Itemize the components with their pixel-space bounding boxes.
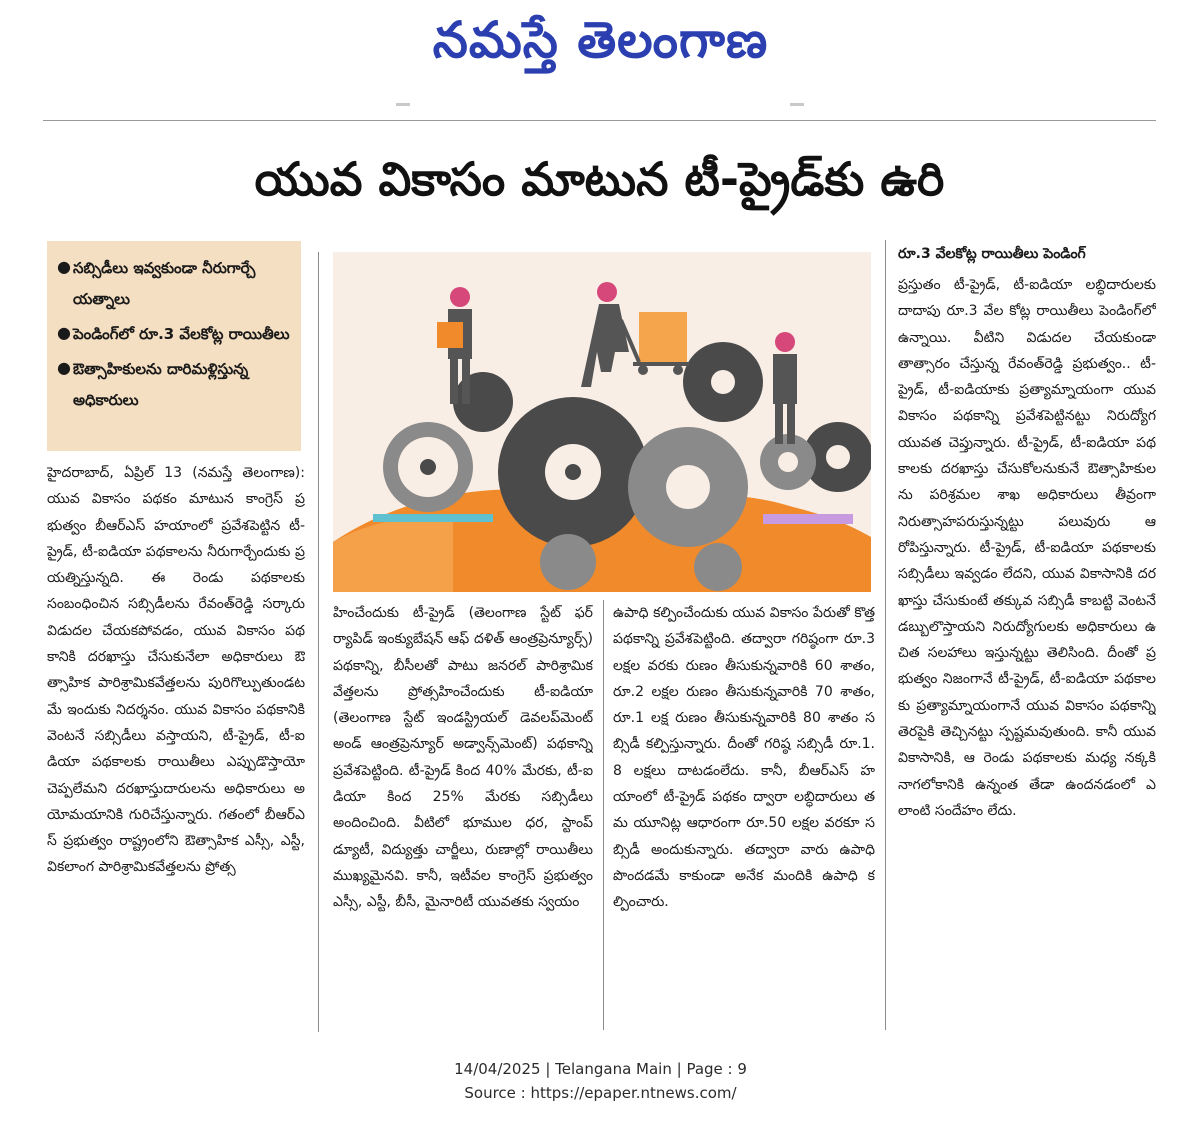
masthead-title: నమస్తే తెలంగాణ: [432, 11, 769, 69]
column-rule: [603, 600, 604, 1030]
footer-source-line: Source : https://epaper.ntnews.com/: [464, 1084, 737, 1102]
article-headline: యువ వికాసం మాటున టీ-ప్రైడ్‌కు ఉరి: [254, 152, 945, 206]
highlight-text: ఔత్సాహికులను దారిమళ్లిస్తున్న అధికారులు: [73, 360, 249, 409]
footer-date-line: 14/04/2025 | Telangana Main | Page : 9: [454, 1060, 747, 1078]
highlight-text: సబ్సిడీలు ఇవ్వకుండా నీరుగార్చే యత్నాలు: [73, 259, 256, 308]
article-column-3: ఉపాధి కల్పించేందుకు యువ వికాసం పేరుతో కొత్త పథకాన్ని ప్రవేశపెట్టింది. తద్వారా గరిష్ఠంగా రూ.3 లక్షల వరకు రుణం తీసుకున్నవారికి 60 శాతం, రూ.2 లక్షల రుణం తీసుకున్నవారికి 70 శాతం, రూ.1 లక్ష రుణం తీసుకున్నవారికి 80 శాతం సబ్సిడీ కల్పిస్తున్నారు. దీంతో గరిష్ఠ సబ్సిడీ రూ.1.8 లక్షలు దాటడంలేదు. కానీ, బీఆర్‌ఎస్ హయాంలో టీ-ప్రైడ్ పథకం ద్వారా లబ్ధిదారులు తమ యూనిట్ల ఆధారంగా రూ.50 లక్షల వరకూ సబ్సిడీ అందుకున్నారు. తద్వారా వారు ఉపాధి పొందడమే కాకుండా అనేక మందికి ఉపాధి కల్పించారు.: [613, 605, 875, 911]
gears-workers-illustration: [333, 252, 871, 592]
article-column-4: ప్రస్తుతం టీ-ప్రైడ్, టీ-ఐడియా లబ్ధిదారులకు దాదాపు రూ.3 వేల కోట్ల రాయితీలు పెండింగ్‌లో ఉన్నాయి. వీటిని విడుదల చేయకుండా తాత్సారం చేస్తున్న రేవంత్‌రెడ్డి ప్రభుత్వం.. టీ-ప్రైడ్, టీ-ఐడియాకు ప్రత్యామ్నాయంగా యువ వికాసం పథకాన్ని ప్రవేశపెట్టినట్టు నిరుద్యోగ యువత చెప్తున్నారు. టీ-ప్రైడ్, టీ-ఐడియా పథకాలకు దరఖాస్తు చేసుకోలనుకునే ఔత్సాహికులను పరిశ్రమల శాఖ అధికారులు తీవ్రంగా నిరుత్సాహపరుస్తున్నట్టు పలువురు ఆరోపిస్తున్నారు. టీ-ప్రైడ్, టీ-ఐడియా పథకాలకు సబ్సిడీలు ఇవ్వడం లేదని, యువ వికాసానికి దరఖాస్తు చేసుకుంటే తక్కువ సబ్సిడీ కాబట్టి వెంటనే డబ్బులొస్తాయని నిరుద్యోగులకు అధికారులు ఉచిత సలహాలు ఇస్తున్నట్టు తెలిసింది. దీంతో ప్రభుత్వం నిజంగానే టీ-ప్రైడ్, టీ-ఐడియా పథకాలకు ప్రత్యామ్నాయంగానే యువ వికాసం పథకాన్ని తెరపైకి తెచ్చినట్టు స్పష్టమవుతుంది. కానీ యువ వికాసానికి, ఆ రెండు పథకాలకు మధ్య నక్కకి నాగలోకానికి ఉన్నంత తేడా ఉందనడంలో ఎలాంటి సందేహం లేదు.: [898, 277, 1156, 819]
highlight-text: పెండింగ్‌లో రూ.3 వేలకోట్ల రాయితీలు: [73, 325, 290, 343]
column-rule: [318, 252, 319, 1032]
article-column-2: హించేందుకు టీ-ప్రైడ్ (తెలంగాణ స్టేట్ ఫర్ ర్యాపిడ్ ఇంక్యుబేషన్ ఆఫ్ దళిత్ ఆంత్రప్రెన్యూర్స్) పథకాన్ని, బీసీలతో పాటు జనరల్ పారిశ్రామిక వేత్తలను ప్రోత్సహించేందుకు టీ-ఐడియా (తెలంగాణ స్టేట్ ఇండస్ట్రియల్ డెవలప్‌మెంట్ అండ్ ఆంత్రప్రెన్యూర్ అడ్వాన్స్‌మెంట్) పథకాన్ని ప్రవేశపెట్టింది. టీ-ప్రైడ్ కింద 40% మేరకు, టీ-ఐడియా కింద 25% మేరకు సబ్సిడీలు అందించింది. వీటిలో భూముల ధర, స్టాంప్ డ్యూటీ, విద్యుత్తు చార్జీలు, రుణాల్లో రాయితీలు ముఖ్యమైనవి. కానీ, ఇటీవల కాంగ్రెస్ ప్రభుత్వం ఎస్సీ, ఎస్టీ, బీసీ, మైనారిటీ యువతకు స్వయం: [333, 605, 593, 911]
masthead-rule: [43, 120, 1156, 121]
highlight-item: [55, 354, 295, 416]
article-column-1: హైదరాబాద్, ఏప్రిల్ 13 (నమస్తే తెలంగాణ): యువ వికాసం పథకం మాటున కాంగ్రెస్ ప్రభుత్వం బీఆర్‌ఎస్ హయాంలో ప్రవేశపెట్టిన టీ-ప్రైడ్, టీ-ఐడియా పథకాలను నీరుగార్చేందుకు ప్రయత్నిస్తున్నది. ఈ రెండు పథకాలకు సంబంధించిన సబ్సిడీలను రేవంత్‌రెడ్డి సర్కారు విడుదల చేయకపోవడం, యువ వికాసం పథకానికి దరఖాస్తు చేసుకునేలా అధికారులు ఔత్సాహిక పారిశ్రామికవేత్తలను పురిగొల్పుతుండటమే ఇందుకు నిదర్శనం. యువ వికాసం పథకానికి వెంటనే సబ్సిడీలు వస్తాయని, టీ-ప్రైడ్, టీ-ఐడియా పథకాలకు రాయితీలు ఎప్పుడొస్తాయో చెప్పలేమని దరఖాస్తుదారులను అధికారులు అయోమయానికి గురిచేస్తున్నారు. గతంలో బీఆర్‌ఎస్ ప్రభుత్వం రాష్ట్రంలోని ఔత్సాహిక ఎస్సీ, ఎస్టీ, వికలాంగ పారిశ్రామికవేత్తలను ప్రోత్స: [47, 465, 305, 876]
bullet-icon: ●: [57, 257, 71, 276]
masthead-tick: [396, 103, 410, 106]
column-subhead: రూ.3 వేలకోట్ల రాయితీలు పెండింగ్: [898, 246, 1086, 262]
highlight-item: [55, 253, 295, 315]
highlights-box: [47, 241, 301, 451]
column-rule: [885, 240, 886, 1030]
bullet-icon: ●: [57, 358, 71, 377]
bullet-icon: ●: [57, 323, 71, 342]
masthead-tick: [790, 103, 804, 106]
highlight-item: [55, 319, 295, 350]
